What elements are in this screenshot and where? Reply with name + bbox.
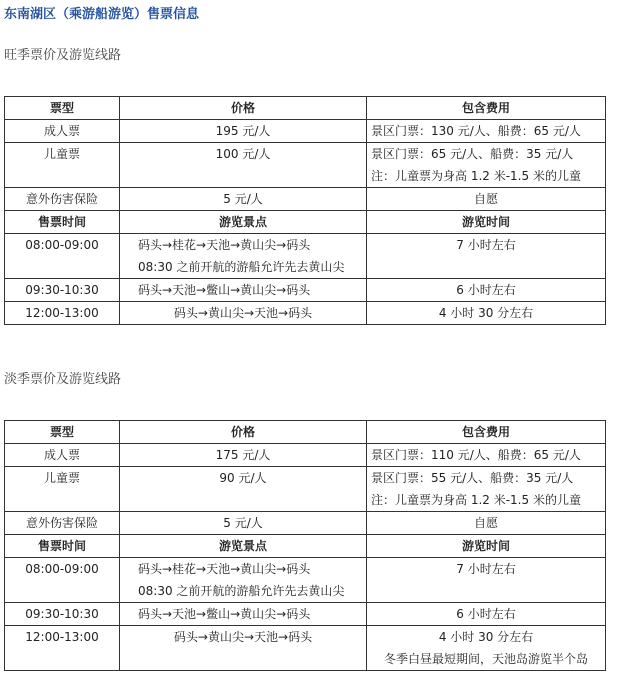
price-cell: 195 元/人 [120, 120, 367, 143]
duration-note: 冬季白昼最短期间，天池岛游览半个岛 [383, 652, 588, 666]
route-line [124, 558, 362, 580]
off-season-table [4, 420, 606, 671]
route-cell [120, 603, 367, 626]
header-duration: 游览时间 [367, 535, 606, 558]
table-row [5, 558, 606, 603]
duration-cell: 6 小时左右 [367, 279, 606, 302]
ticket-type-cell: 意外伤害保险 [5, 512, 120, 535]
ticket-type-cell: 成人票 [5, 444, 120, 467]
table-row [5, 467, 606, 512]
sale-time-cell: 12:00-13:00 [5, 302, 120, 325]
header-ticket-type: 票型 [5, 421, 120, 444]
header-ticket-type: 票型 [5, 97, 120, 120]
duration-line: 4 小时 30 分左右 [438, 630, 534, 644]
duration-cell: 6 小时左右 [367, 603, 606, 626]
table-row [5, 234, 606, 279]
includes-note: 注：儿童票为身高 1.2 米-1.5 米的儿童 [371, 169, 581, 183]
table-row [5, 626, 606, 671]
sale-time-cell: 08:00-09:00 [5, 558, 120, 603]
includes-cell: 自愿 [367, 188, 606, 211]
table-row [5, 188, 606, 211]
route-note [124, 256, 362, 278]
price-cell: 5 元/人 [120, 188, 367, 211]
price-cell: 5 元/人 [120, 512, 367, 535]
header-route: 游览景点 [120, 211, 367, 234]
route-text: 码头→天池→鳖山→黄山尖→码头 [138, 607, 311, 621]
sale-time-cell: 09:30-10:30 [5, 603, 120, 626]
table-row [5, 143, 606, 188]
price-cell: 100 元/人 [120, 143, 367, 188]
ticket-type-cell: 成人票 [5, 120, 120, 143]
header-duration: 游览时间 [367, 211, 606, 234]
route-line [124, 234, 362, 256]
header-row [5, 97, 606, 120]
header-row [5, 535, 606, 558]
duration-cell: 7 小时左右 [367, 234, 606, 279]
peak-season-label: 旺季票价及游览线路 [4, 48, 122, 63]
route-cell [120, 234, 367, 279]
duration-cell: 4 小时 30 分左右 [367, 302, 606, 325]
header-sale-time: 售票时间 [5, 211, 120, 234]
off-season-label: 淡季票价及游览线路 [4, 372, 122, 387]
route-cell [120, 279, 367, 302]
route-note-text: 08:30 之前开航的游船允许先去黄山尖 [138, 584, 345, 598]
peak-season-table [4, 96, 606, 325]
sale-time-cell: 12:00-13:00 [5, 626, 120, 671]
table-row [5, 120, 606, 143]
duration-cell: 7 小时左右 [367, 558, 606, 603]
includes-line: 景区门票：65 元/人、船费：35 元/人 [371, 147, 574, 161]
ticket-type-cell: 儿童票 [5, 467, 120, 512]
ticket-type-cell: 意外伤害保险 [5, 188, 120, 211]
duration-cell [367, 626, 606, 671]
price-cell: 175 元/人 [120, 444, 367, 467]
route-text: 码头→天池→鳖山→黄山尖→码头 [138, 283, 311, 297]
header-includes: 包含费用 [367, 421, 606, 444]
includes-cell: 景区门票：130 元/人、船费：65 元/人 [367, 120, 606, 143]
route-text: 码头→桂花→天池→黄山尖→码头 [138, 238, 311, 252]
table-row [5, 302, 606, 325]
includes-cell [367, 143, 606, 188]
table-row [5, 512, 606, 535]
includes-cell: 景区门票：110 元/人、船费：65 元/人 [367, 444, 606, 467]
route-cell [120, 558, 367, 603]
table-row [5, 279, 606, 302]
route-text: 码头→桂花→天池→黄山尖→码头 [138, 562, 311, 576]
includes-line: 景区门票：55 元/人、船费：35 元/人 [371, 471, 574, 485]
includes-note: 注：儿童票为身高 1.2 米-1.5 米的儿童 [371, 493, 581, 507]
header-includes: 包含费用 [367, 97, 606, 120]
route-cell: 码头→黄山尖→天池→码头 [120, 626, 367, 671]
price-cell: 90 元/人 [120, 467, 367, 512]
includes-cell [367, 467, 606, 512]
header-route: 游览景点 [120, 535, 367, 558]
sale-time-cell: 08:00-09:00 [5, 234, 120, 279]
includes-cell: 自愿 [367, 512, 606, 535]
header-price: 价格 [120, 97, 367, 120]
table-row [5, 444, 606, 467]
route-note-text: 08:30 之前开航的游船允许先去黄山尖 [138, 260, 345, 274]
ticket-type-cell: 儿童票 [5, 143, 120, 188]
sale-time-cell: 09:30-10:30 [5, 279, 120, 302]
header-row [5, 211, 606, 234]
header-price: 价格 [120, 421, 367, 444]
header-row [5, 421, 606, 444]
table-row [5, 603, 606, 626]
header-sale-time: 售票时间 [5, 535, 120, 558]
route-cell: 码头→黄山尖→天池→码头 [120, 302, 367, 325]
page-title: 东南湖区（乘游船游览）售票信息 [4, 7, 200, 22]
route-note [124, 580, 362, 602]
